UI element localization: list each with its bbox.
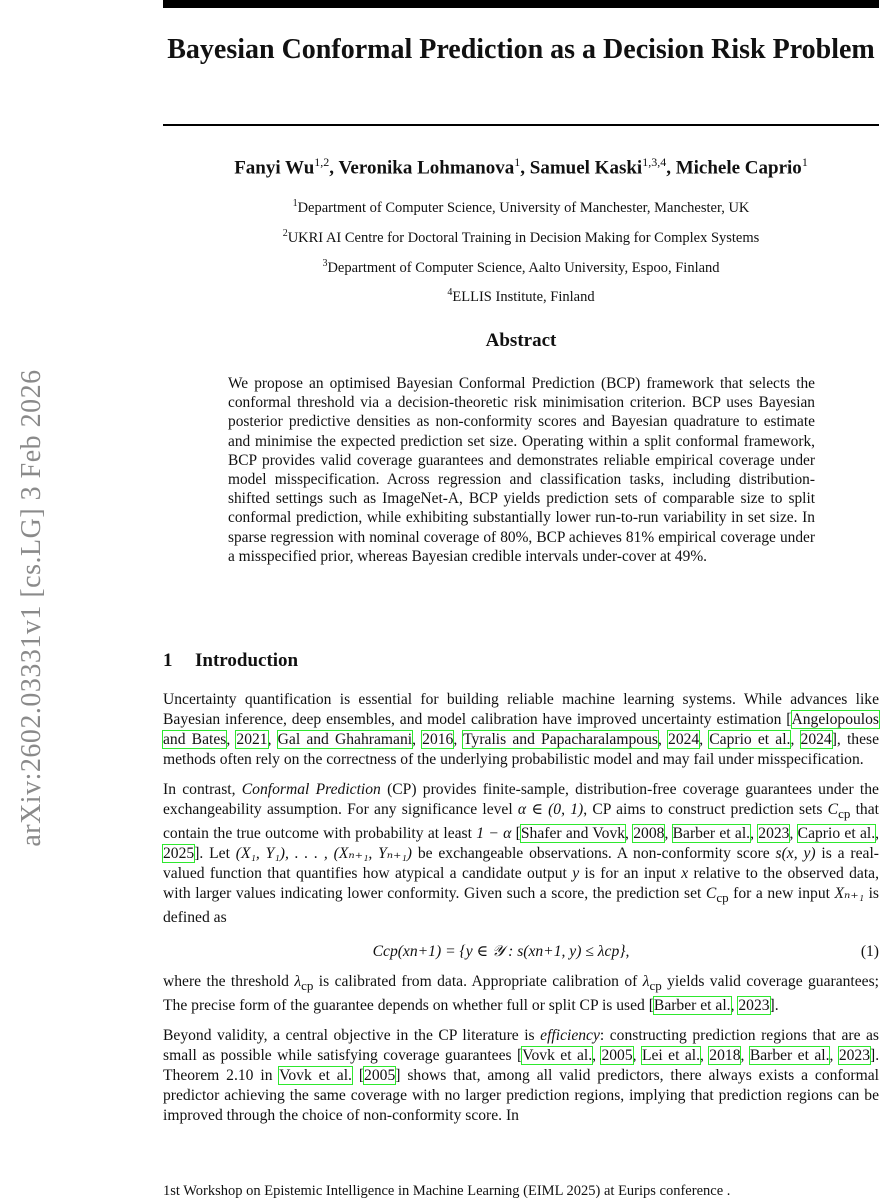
text: ], these methods often rely on the correctness of the underlying probabilistic model and may fail under misspecification. xyxy=(163,731,879,768)
math: C xyxy=(705,885,717,903)
affiliation-text: ELLIS Institute, Finland xyxy=(452,289,595,306)
citation-link[interactable]: Lei et al. xyxy=(641,1047,700,1065)
author-name: Samuel Kaski xyxy=(529,157,643,179)
abstract-text: We propose an optimised Bayesian Conformal Prediction (BCP) framework that selects the conformal threshold via a decision-theoretic risk minimisation criterion. BCP uses Bayesian posterior predictive densities as non-conformity scores and Bayesian quadrature to estimate and minimise the expected prediction set size. Operating within a split conformal framework, BCP provides valid coverage guarantees and demonstrates reliable empirical coverage under model misspecification. Across regression and classification tasks, including distribution-shifted settings such as ImageNet-A, BCP yields prediction sets of comparable size to split conformal prediction, while exhibiting substantially lower run-to-run variability in set size. In sparse regression with nominal coverage of 80%, BCP achieves 81% empirical coverage under a misspecified prior, whereas Bayesian credible intervals under-cover at 49%. xyxy=(228,375,815,565)
text: is calibrated from data. Appropriate calibration of xyxy=(313,973,643,991)
author-name: Michele Caprio xyxy=(675,157,802,179)
text: that contain the true outcome with probability at least xyxy=(163,801,879,843)
equation-number: (1) xyxy=(860,943,879,961)
math: 1 − α xyxy=(476,825,512,843)
affiliation-text: Department of Computer Science, University of Manchester, Manchester, UK xyxy=(297,199,750,216)
text: is for an input xyxy=(579,865,682,883)
text: ]. xyxy=(769,997,779,1015)
text: is a real-valued function that quantifies how atypical a candidate output xyxy=(163,845,879,883)
title-rule-top xyxy=(163,0,879,8)
citation-link[interactable]: Caprio et al. xyxy=(709,731,791,748)
citation-link[interactable]: 2005 xyxy=(601,1047,633,1065)
text: where the threshold xyxy=(163,973,295,991)
citation-link[interactable]: 2008 xyxy=(633,825,665,843)
paper-title: Bayesian Conformal Prediction as a Decision Risk Problem xyxy=(167,34,875,65)
text: (CP) provides finite-sample, distribution-free coverage guarantees under the exchangeability assumption. For any significance level xyxy=(163,781,879,818)
author-name: Fanyi Wu xyxy=(234,157,315,179)
text: [ xyxy=(511,825,521,843)
title-rule-bottom xyxy=(163,124,879,126)
abstract-heading: Abstract xyxy=(485,330,557,351)
equation-expression: Ccp(xn+1) = {y ∈ 𝒴 : s(xn+1, y) ≤ λcp}, xyxy=(372,943,630,961)
math: y xyxy=(572,865,580,883)
author-separator: , xyxy=(520,157,530,179)
math: λ xyxy=(642,973,650,991)
math-subscript: cp xyxy=(838,806,851,822)
affiliation-number: 3 xyxy=(322,257,328,269)
text: , xyxy=(730,997,739,1015)
author-name: Veronika Lohmanova xyxy=(338,157,515,179)
text: ]. Let xyxy=(194,845,236,863)
author-affiliation-mark: 1,3,4 xyxy=(642,155,667,169)
text: yields valid coverage guarantees; The precise form of the guarantee depends on whether full or split CP is used [ xyxy=(163,973,880,1015)
text: , xyxy=(740,1047,750,1065)
text: , xyxy=(829,1047,839,1065)
text: , xyxy=(453,731,464,748)
text: Uncertainty quantification is essential for building reliable machine learning systems. While advances like Bayesian inference, deep ensembles, and model calibration have improved uncertainty estimation [ xyxy=(163,691,879,728)
math: (X₁, Y₁), . . . , (Xₙ₊₁, Yₙ₊₁) xyxy=(235,845,412,863)
paragraph-1 xyxy=(163,690,879,770)
citation-link[interactable]: 2025 xyxy=(163,845,195,863)
text: , xyxy=(699,1047,710,1065)
emphasis: Conformal Prediction xyxy=(241,781,381,798)
math-subscript: cp xyxy=(649,978,662,994)
math: λ xyxy=(294,973,302,991)
citation-link[interactable]: 2021 xyxy=(236,731,268,748)
text: , xyxy=(875,825,880,843)
math: α ∈ (0, 1) xyxy=(517,801,584,818)
text: , xyxy=(699,731,710,748)
citation-link[interactable]: 2023 xyxy=(738,997,770,1015)
affiliation xyxy=(163,251,879,281)
citation-link[interactable]: 2016 xyxy=(422,731,454,748)
text: , xyxy=(790,731,801,748)
citation-link[interactable]: 2018 xyxy=(709,1047,741,1065)
text: , xyxy=(664,825,673,843)
author-separator: , xyxy=(329,157,339,179)
citation-link[interactable]: Caprio et al. xyxy=(797,825,876,843)
citation-link[interactable]: Shafer and Vovk xyxy=(520,825,626,843)
author-affiliation-mark: 1 xyxy=(514,155,521,169)
text: ] shows that, among all valid predictors, there always exists a conformal predictor achieving the same coverage with no larger prediction regions, implying that prediction regions can be improved through the choice of non-conformity score. In xyxy=(163,1067,879,1125)
section-heading xyxy=(163,650,298,672)
math: x xyxy=(681,865,689,883)
author-affiliation-mark: 1,2 xyxy=(314,155,330,169)
citation-link[interactable]: Tyralis and Papacharalampous xyxy=(463,731,658,748)
text: [ xyxy=(351,1067,365,1085)
math: s(x, y) xyxy=(775,845,816,863)
citation-link[interactable]: Angelopoulos and Bates xyxy=(163,711,879,748)
paragraph-4 xyxy=(163,1026,879,1126)
text: relative to the observed data, with larger values indicating lower conformity. Given such a score, the prediction set xyxy=(163,865,880,903)
equation-1 xyxy=(163,938,879,966)
arxiv-identifier: arXiv:2602.03331v1 [cs.LG] 3 Feb 2026 xyxy=(16,369,47,847)
affiliation-text: Department of Computer Science, Aalto University, Espoo, Finland xyxy=(327,259,720,276)
citation-link[interactable]: Barber et al. xyxy=(653,997,731,1015)
author-affiliation-mark: 1 xyxy=(801,155,808,169)
citation-link[interactable]: Vovk et al. xyxy=(522,1047,593,1065)
text: ]. Theorem 2.10 in xyxy=(163,1047,880,1085)
math: Xₙ₊₁ xyxy=(834,885,865,903)
section-title: Introduction xyxy=(195,650,299,671)
text: , xyxy=(750,825,759,843)
text: is defined as xyxy=(163,885,879,927)
affiliation-number: 1 xyxy=(292,198,298,209)
paragraph-2 xyxy=(163,780,879,928)
text: , CP aims to construct prediction sets xyxy=(583,801,828,818)
text: Beyond validity, a central objective in the CP literature is xyxy=(163,1027,541,1045)
text: be exchangeable observations. A non-conformity score xyxy=(411,845,776,863)
text: , xyxy=(592,1047,602,1065)
citation-link[interactable]: 2005 xyxy=(364,1067,396,1085)
affiliation xyxy=(163,280,879,310)
emphasis: efficiency xyxy=(540,1027,600,1045)
text: In contrast, xyxy=(163,781,242,798)
text: , xyxy=(789,825,798,843)
affiliation-number: 2 xyxy=(282,227,288,239)
paragraph-3 xyxy=(163,972,879,1016)
text: , xyxy=(625,825,634,843)
author-separator: , xyxy=(666,157,676,179)
text: , xyxy=(657,731,669,748)
affiliation xyxy=(163,221,879,251)
section-number: 1 xyxy=(163,650,173,671)
body-text xyxy=(163,690,879,1136)
text: : constructing prediction regions that are as small as possible while satisfying coverage guarantees [ xyxy=(163,1027,880,1065)
author-list xyxy=(163,155,879,179)
citation-link[interactable]: 2024 xyxy=(800,731,832,748)
text: for a new input xyxy=(728,885,835,903)
affiliation xyxy=(163,191,879,221)
citation-link[interactable]: Barber et al. xyxy=(749,1047,830,1065)
affiliation-text: UKRI AI Centre for Doctoral Training in Decision Making for Complex Systems xyxy=(287,229,760,246)
citation-link[interactable]: Gal and Ghahramani xyxy=(277,731,413,748)
text: , xyxy=(632,1047,642,1065)
citation-link[interactable]: 2024 xyxy=(668,731,700,748)
text: , xyxy=(412,731,423,748)
text: , xyxy=(226,731,237,748)
citation-link[interactable]: 2023 xyxy=(758,825,790,843)
math-subscript: cp xyxy=(301,978,314,994)
math-subscript: cp xyxy=(716,890,729,906)
citation-link[interactable]: Vovk et al. xyxy=(279,1067,352,1085)
citation-link[interactable]: Barber et al. xyxy=(672,825,751,843)
text: , xyxy=(267,731,278,748)
affiliation-list xyxy=(163,191,879,310)
footer-venue: 1st Workshop on Epistemic Intelligence in Machine Learning (EIML 2025) at Eurips conference . xyxy=(163,1183,731,1199)
citation-link[interactable]: 2023 xyxy=(838,1047,870,1065)
math: C xyxy=(827,801,839,818)
affiliation-number: 4 xyxy=(447,287,453,299)
